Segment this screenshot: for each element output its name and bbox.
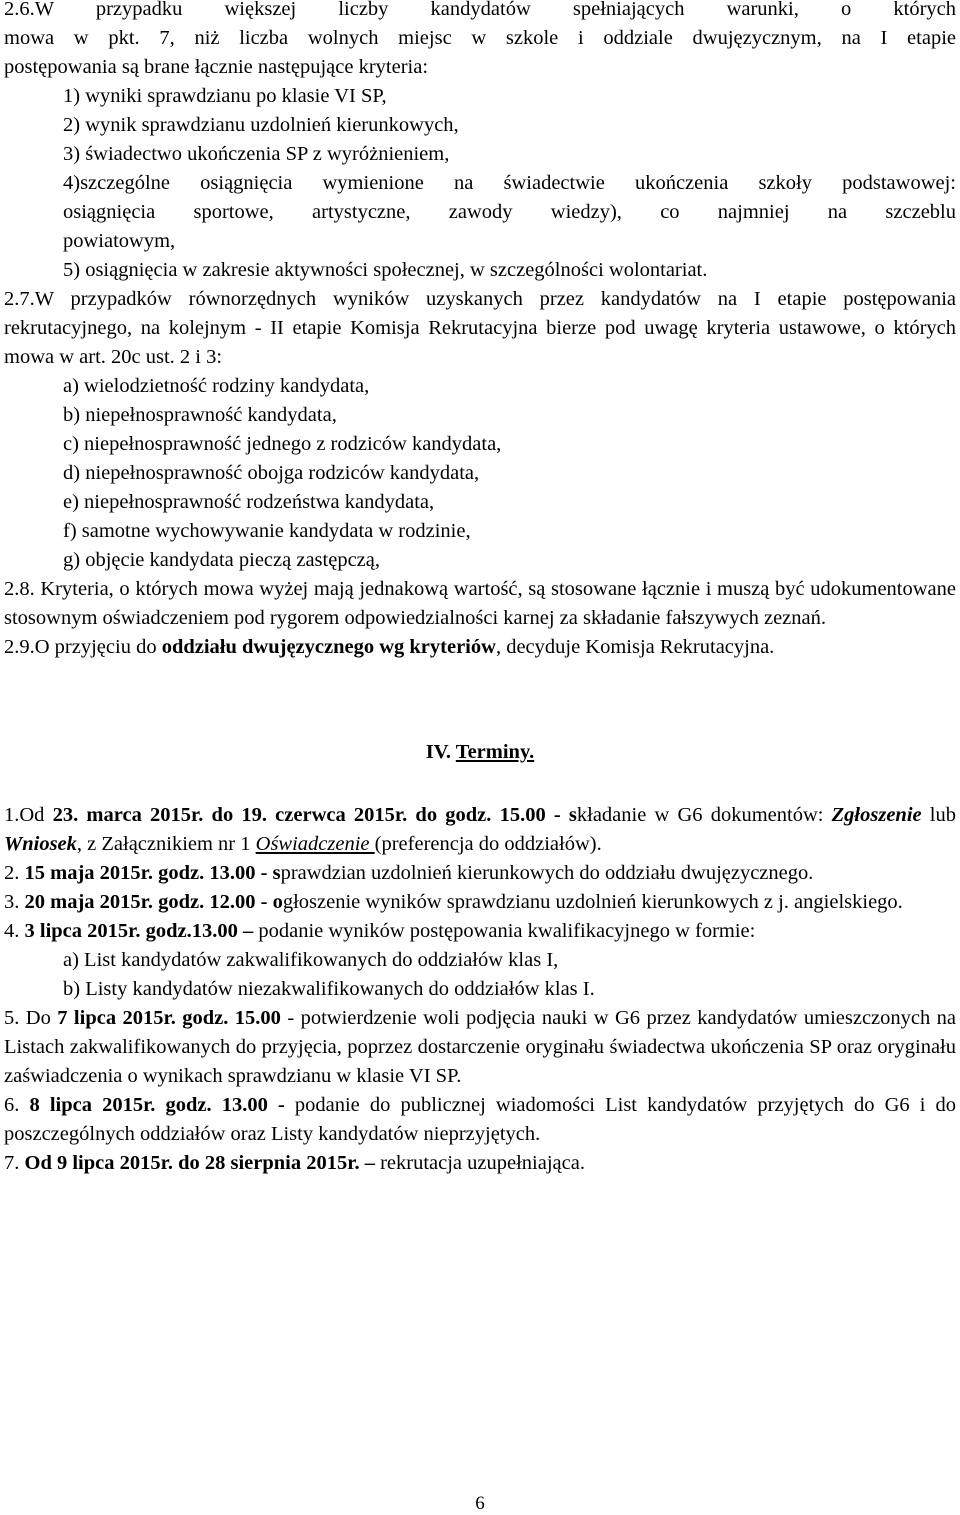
criteria-item-4-line2: osiągnięcia sportowe, artystyczne, zawody wiedzy), co najmniej na szczeblu xyxy=(63,201,956,223)
statutory-criteria-g: g) objęcie kandydata pieczą zastępczą, xyxy=(63,549,380,571)
term-6-text: podanie do publicznej wiadomości List kandydatów przyjętych do G6 i do poszczególnych oddziałów oraz Listy kandydatów nieprzyjętych. xyxy=(4,1094,957,1145)
term-1-date: 23. marca 2015r. do 19. czerwca 2015r. do godz. 15.00 - s xyxy=(52,804,577,826)
term-3-text: głoszenie wyników sprawdzianu uzdolnień kierunkowych z j. angielskiego. xyxy=(282,891,903,913)
term-3-date: 20 maja 2015r. godz. 12.00 - o xyxy=(24,891,283,913)
paragraph-2-9-pre: 2.9.O przyjęciu do xyxy=(4,636,162,658)
section-heading xyxy=(4,738,956,767)
statutory-criteria-f: f) samotne wychowywanie kandydata w rodzinie, xyxy=(63,520,471,542)
section-number: IV. xyxy=(425,741,456,763)
paragraph-2-6-line3: postępowania są brane łącznie następujące kryteria: xyxy=(4,56,429,78)
term-6 xyxy=(4,1091,956,1149)
term-1-connector: lub xyxy=(921,804,956,826)
term-1-note: (preferencja do oddziałów). xyxy=(374,833,602,855)
term-4-text: podanie wyników postępowania kwalifikacyjnego w formie: xyxy=(253,920,756,942)
document-wniosek: Wniosek xyxy=(4,833,77,855)
paragraph-2-6-line1: 2.6.W przypadku większej liczby kandydatów spełniających warunki, o których xyxy=(4,0,956,20)
term-2-text: prawdzian uzdolnień kierunkowych do oddziału dwujęzycznego. xyxy=(280,862,814,884)
paragraph-2-9-bold: oddziału dwujęzycznego wg kryteriów xyxy=(161,636,496,658)
term-2-date: 15 maja 2015r. godz. 13.00 - s xyxy=(24,862,281,884)
term-4 xyxy=(4,917,956,946)
criteria-item-4-line3: powiatowym, xyxy=(63,230,176,252)
section-title: Terminy. xyxy=(455,741,535,763)
term-4-number: 4. xyxy=(4,920,25,942)
document-oswiadczenie: Oświadczenie xyxy=(255,833,375,855)
term-6-date: 8 lipca 2015r. godz. 13.00 - xyxy=(29,1094,285,1116)
term-4-list-a: a) List kandydatów zakwalifikowanych do oddziałów klas I, xyxy=(63,949,559,971)
term-3-number: 3. xyxy=(4,891,25,913)
statutory-criteria-e: e) niepełnosprawność rodzeństwa kandydata, xyxy=(63,491,435,513)
criteria-item-3: 3) świadectwo ukończenia SP z wyróżnieniem, xyxy=(63,143,450,165)
paragraph-2-6-line2: mowa w pkt. 7, niż liczba wolnych miejsc w szkole i oddziale dwujęzycznym, na I etapie xyxy=(4,27,956,49)
criteria-item-2: 2) wynik sprawdzianu uzdolnień kierunkowych, xyxy=(63,114,459,136)
term-1-attachment: , z Załącznikiem nr 1 xyxy=(76,833,256,855)
paragraph-2-8: 2.8. Kryteria, o których mowa wyżej mają jednakową wartość, są stosowane łącznie i muszą być udokumentowane stosownym oświadczeniem pod rygorem odpowiedzialności karnej za składanie fałszywych zeznań. xyxy=(4,578,956,629)
term-6-number: 6. xyxy=(4,1094,30,1116)
term-5-text: - potwierdzenie woli podjęcia nauki w G6 przez kandydatów umieszczonych na Listach zakwalifikowanych do przyjęcia, poprzez dostarczenie oryginału świadectwa ukończenia SP oraz oryginału zaświadczenia o wynikach sprawdzianu w klasie VI SP. xyxy=(4,1007,957,1087)
term-2 xyxy=(4,859,956,888)
paragraph-2-7: 2.7.W przypadków równorzędnych wyników uzyskanych przez kandydatów na I etapie postępowania rekrutacyjnego, na kolejnym - II etapie Komisja Rekrutacyjna bierze pod uwagę kryteria ustawowe, o których mowa w art. 20c ust. 2 i 3: xyxy=(4,288,956,368)
term-4-list-b: b) Listy kandydatów niezakwalifikowanych do oddziałów klas I. xyxy=(63,978,595,1000)
paragraph-2-9 xyxy=(4,633,956,662)
statutory-criteria-a: a) wielodzietność rodziny kandydata, xyxy=(63,375,370,397)
term-7 xyxy=(4,1149,956,1178)
term-5-date: 7 lipca 2015r. godz. 15.00 xyxy=(57,1007,281,1029)
term-5-number: 5. Do xyxy=(4,1007,58,1029)
paragraph-2-9-post: , decyduje Komisja Rekrutacyjna. xyxy=(495,636,775,658)
term-5 xyxy=(4,1004,956,1091)
term-1-text: kładanie w G6 dokumentów: xyxy=(576,804,832,826)
document-zgloszenie: Zgłoszenie xyxy=(831,804,922,826)
criteria-item-5: 5) osiągnięcia w zakresie aktywności społecznej, w szczególności wolontariat. xyxy=(63,259,708,281)
statutory-criteria-c: c) niepełnosprawność jednego z rodziców kandydata, xyxy=(63,433,502,455)
term-1-number: 1.Od xyxy=(4,804,53,826)
criteria-item-4-line1: 4)szczególne osiągnięcia wymienione na świadectwie ukończenia szkoły podstawowej: xyxy=(63,172,956,194)
term-7-date: Od 9 lipca 2015r. do 28 sierpnia 2015r. – xyxy=(24,1152,375,1174)
term-3 xyxy=(4,888,956,917)
term-1 xyxy=(4,801,956,859)
document-page xyxy=(4,0,956,1178)
term-7-number: 7. xyxy=(4,1152,25,1174)
term-7-text: rekrutacja uzupełniająca. xyxy=(374,1152,585,1174)
term-2-number: 2. xyxy=(4,862,25,884)
statutory-criteria-b: b) niepełnosprawność kandydata, xyxy=(63,404,337,426)
statutory-criteria-d: d) niepełnosprawność obojga rodziców kandydata, xyxy=(63,462,480,484)
page-number: 6 xyxy=(475,1493,485,1514)
criteria-item-1: 1) wyniki sprawdzianu po klasie VI SP, xyxy=(63,85,387,107)
term-4-date: 3 lipca 2015r. godz.13.00 – xyxy=(24,920,254,942)
